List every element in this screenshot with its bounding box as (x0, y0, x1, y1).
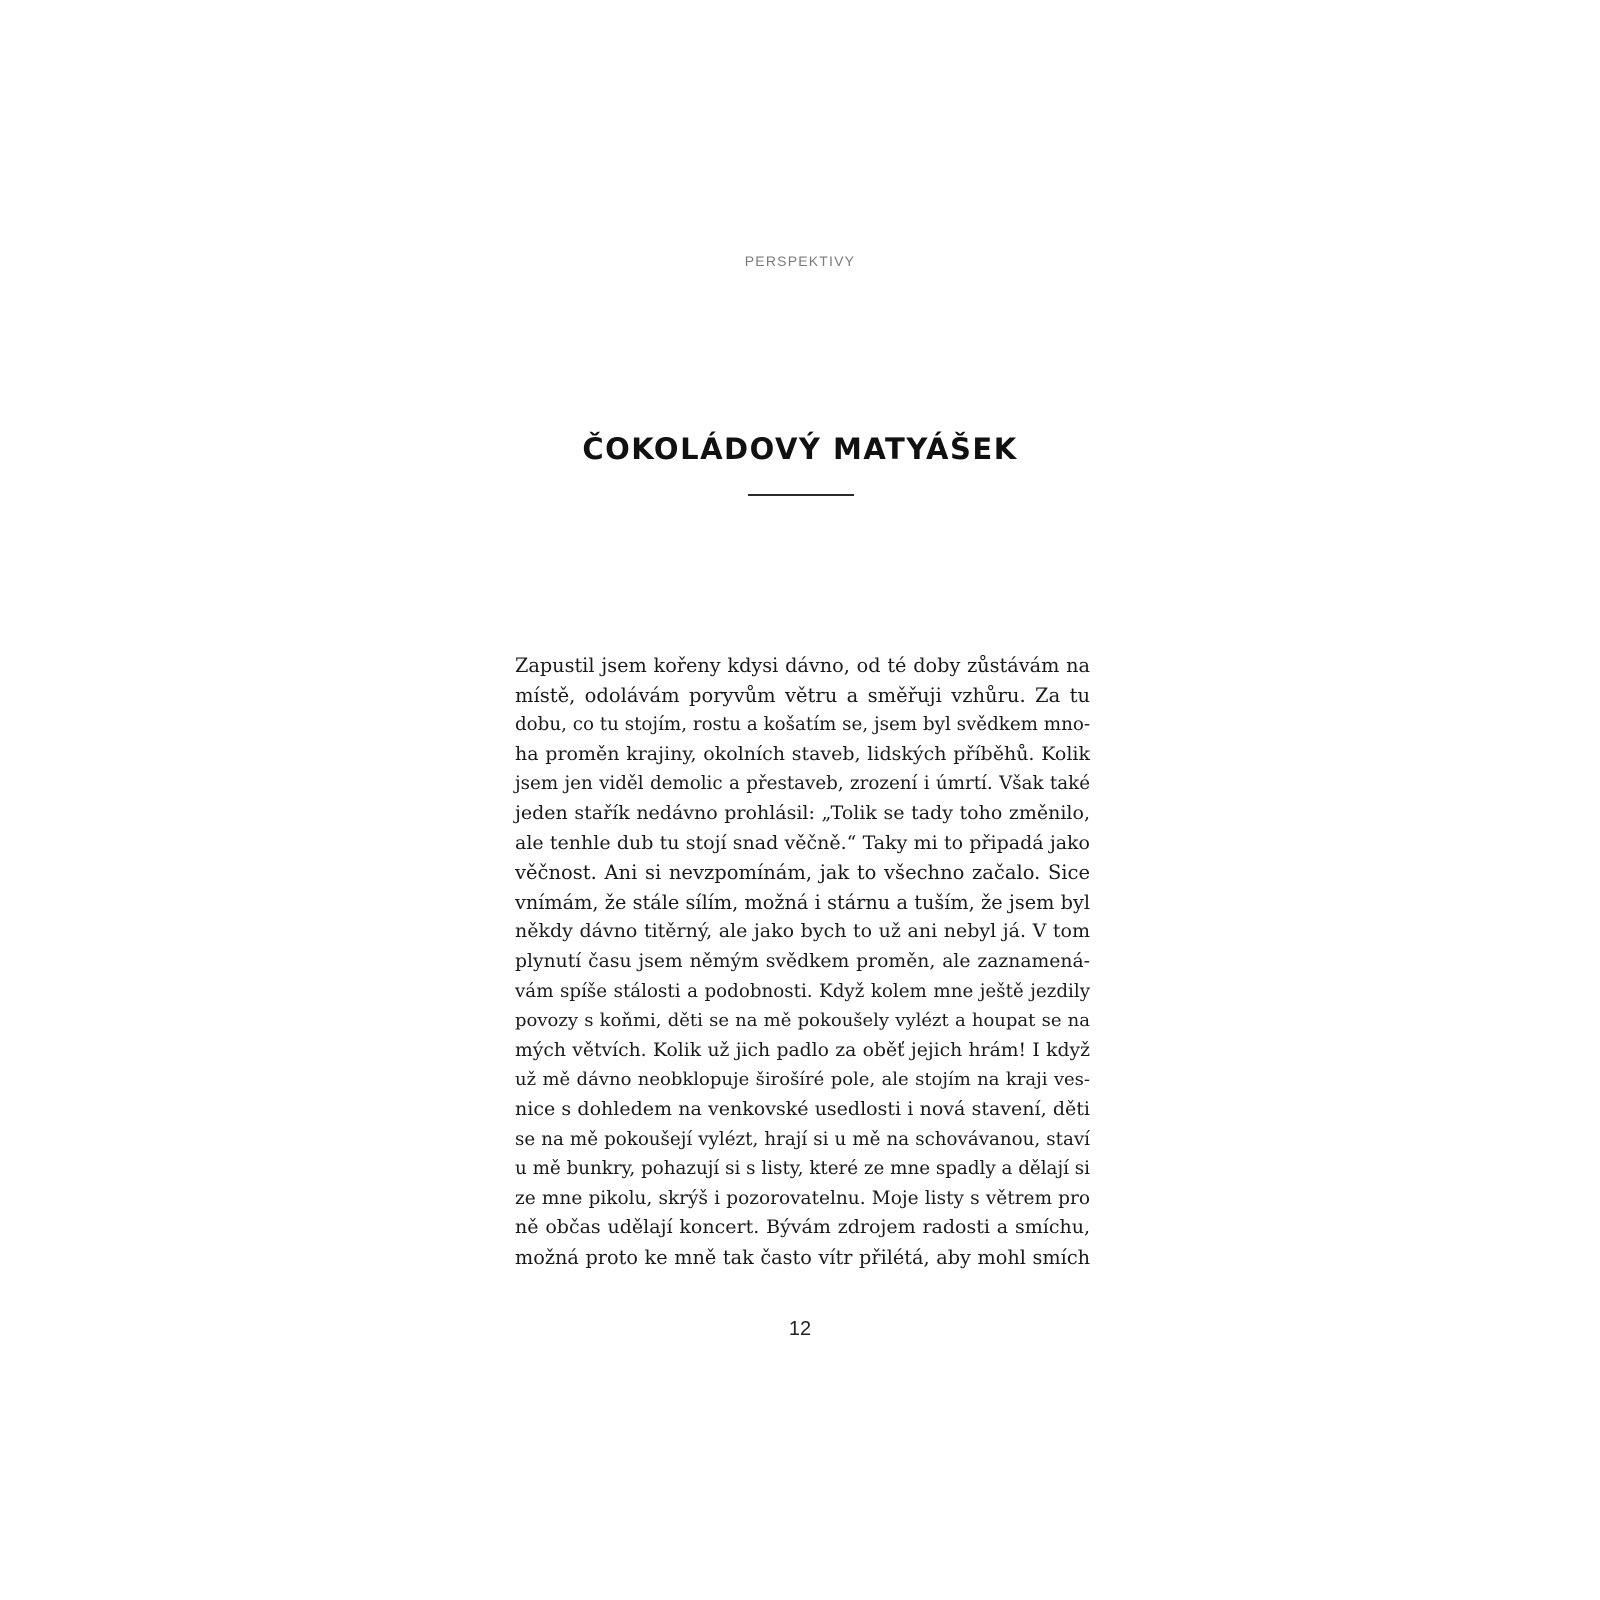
text-line: Zapustil jsem kořeny kdysi dávno, od té doby zůstávám na (515, 654, 1090, 677)
text-line: místě, odolávám poryvům větru a směřuji vzhůru. Za tu (515, 683, 1090, 707)
text-line: dobu, co tu stojím, rostu a košatím se, jsem byl svědkem mno- (515, 714, 1090, 736)
text-line: někdy dávno titěrný, ale jako bych to už ani nebyl já. V tom (515, 920, 1090, 943)
text-line: jeden stařík nedávno prohlásil: „Tolik se tady toho změnilo, (515, 801, 1090, 824)
text-line: ze mne pikolu, skrýš i pozorovatelnu. Moje listy s větrem pro (515, 1187, 1090, 1209)
text-line: povozy s koňmi, děti se na mě pokoušely vylézt a houpat se na (515, 1010, 1090, 1032)
text-line: mých větvích. Kolik už jich padlo za oběť jejich hrám! I když (515, 1039, 1090, 1061)
text-line: ha proměn krajiny, okolních staveb, lidských příběhů. Kolik (515, 742, 1090, 765)
text-line: u mě bunkry, pohazují si s listy, které ze mne spadly a dělají si (515, 1158, 1090, 1180)
text-line: plynutí času jsem němým svědkem proměn, ale zaznamená- (515, 950, 1090, 972)
text-line: jsem jen viděl demolic a přestaveb, zrození i úmrtí. Však také (515, 773, 1090, 795)
text-line: vám spíše stálosti a podobnosti. Když kolem mne ještě jezdily (515, 980, 1090, 1002)
running-head: PERSPEKTIVY (744, 253, 856, 269)
title-divider (748, 494, 854, 496)
text-line: možná proto ke mně tak často vítr přilétá, aby mohl smích (515, 1245, 1090, 1269)
text-line: ale tenhle dub tu stojí snad věčně.“ Taky mi to připadá jako (515, 831, 1090, 854)
text-line: se na mě pokoušejí vylézt, hrají si u mě na schovávanou, staví (515, 1128, 1090, 1150)
text-line: vnímám, že stále sílím, možná i stárnu a tuším, že jsem byl (515, 890, 1090, 914)
text-line: věčnost. Ani si nevzpomínám, jak to všechno začalo. Sice (515, 861, 1090, 885)
chapter-title: ČOKOLÁDOVÝ MATYÁŠEK (582, 432, 1018, 466)
text-line: ně občas udělají koncert. Bývám zdrojem radosti a smíchu, (515, 1216, 1090, 1239)
text-line: nice s dohledem na venkovské usedlosti i nová stavení, děti (515, 1097, 1090, 1120)
body-paragraph (515, 651, 1090, 1272)
page-number: 12 (788, 1318, 812, 1340)
text-line: už mě dávno neobklopuje širošíré pole, ale stojím na kraji ves- (515, 1069, 1090, 1091)
